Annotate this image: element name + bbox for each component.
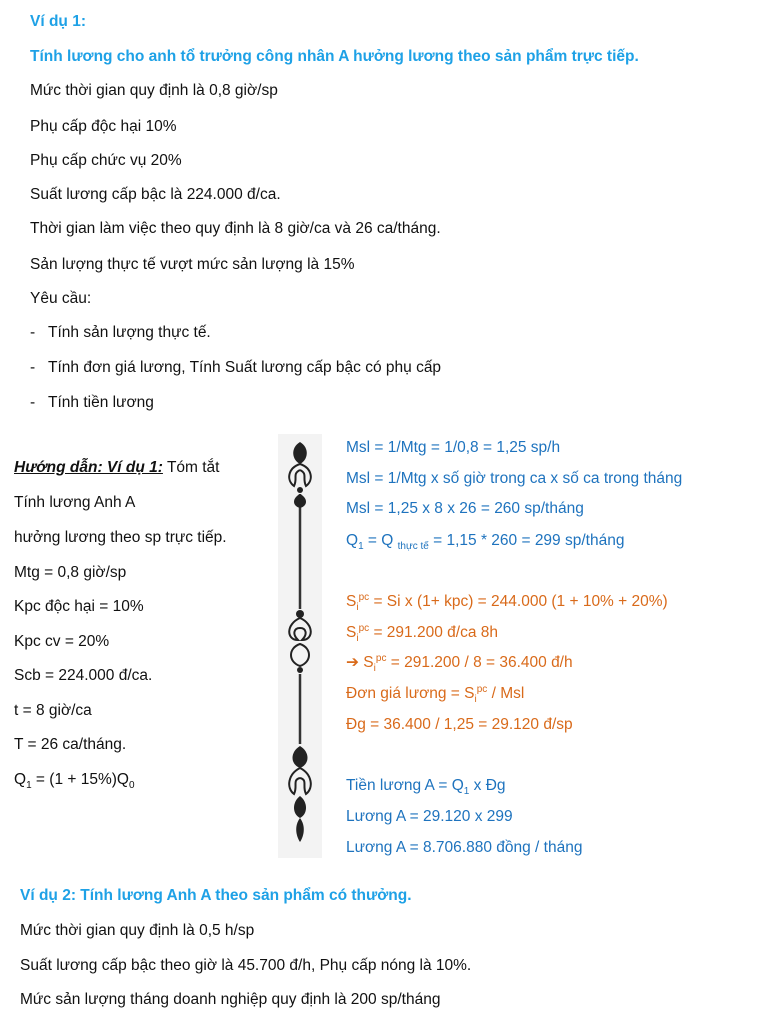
requirement-item: - Tính đơn giá lương, Tính Suất lương cấp bậc có phụ cấp bbox=[30, 359, 442, 376]
ornament-icon bbox=[278, 434, 322, 858]
guide-title-rest: Tóm tắt bbox=[162, 459, 220, 476]
guide-line: t = 8 giờ/ca bbox=[14, 702, 92, 719]
example2-line: Mức thời gian quy định là 0,5 h/sp bbox=[20, 922, 255, 939]
example1-title: Tính lương cho anh tổ trưởng công nhân A hưởng lương theo sản phẩm trực tiếp. bbox=[30, 48, 639, 65]
requirement-item: - Tính tiền lương bbox=[30, 394, 154, 411]
arrow-icon: ➔ bbox=[346, 654, 359, 671]
example2-title: Ví dụ 2: Tính lương Anh A theo sản phẩm có thưởng. bbox=[20, 887, 412, 904]
guide-line: hưởng lương theo sp trực tiếp. bbox=[14, 529, 227, 546]
example2-line: Suất lương cấp bậc theo giờ là 45.700 đ/h, Phụ cấp nóng là 10%. bbox=[20, 957, 472, 974]
guide-line: Kpc độc hại = 10% bbox=[14, 598, 144, 615]
guide-line: T = 26 ca/tháng. bbox=[14, 736, 127, 753]
calc-line-wage: Tiền lương $A = Q_1$ x Đg bbox=[346, 777, 506, 798]
calc-line-unit-price: Đg = 36.400 / 1,25 = 29.120 đ/sp bbox=[346, 716, 573, 733]
calc-line-q1: $Q_1 = Q$ $_{thực tế}$ = 1,15 * 260 = 299 sp/tháng bbox=[346, 532, 625, 553]
guide-line: Mtg = 0,8 giờ/sp bbox=[14, 564, 127, 581]
example1-line: Phụ cấp chức vụ 20% bbox=[30, 152, 182, 169]
calc-line-msl: Msl = 1,25 x 8 x 26 = 260 sp/tháng bbox=[346, 500, 584, 517]
calc-line-msl: Msl = 1/Mtg x số giờ trong ca x số ca trong tháng bbox=[346, 470, 683, 487]
calc-line-wage: Lương A = 29.120 x 299 bbox=[346, 808, 513, 825]
example1-requirements-label: Yêu cầu: bbox=[30, 290, 92, 307]
guide-line: Kpc cv = 20% bbox=[14, 633, 110, 650]
example1-line: Sản lượng thực tế vượt mức sản lượng là 15% bbox=[30, 256, 355, 273]
guide-line: Scb = 224.000 đ/ca. bbox=[14, 667, 153, 684]
ornamental-divider bbox=[278, 434, 322, 858]
example1-line: Phụ cấp độc hại 10% bbox=[30, 118, 177, 135]
example1-line: Suất lương cấp bậc là 224.000 đ/ca. bbox=[30, 186, 281, 203]
example1-line: Thời gian làm việc theo quy định là 8 giờ/ca và 26 ca/tháng. bbox=[30, 220, 441, 237]
calc-line-salary-rate: ➔ $S_i^{pc} = 291.200 / 8 = 36.400$ đ/h bbox=[346, 652, 573, 675]
example1-line: Mức thời gian quy định là 0,8 giờ/sp bbox=[30, 82, 278, 99]
calc-line-unit-price: Đơn giá lương = $S_i^{pc}$ / Msl bbox=[346, 683, 525, 706]
guide-title: Hướng dẫn: Ví dụ 1: bbox=[14, 459, 163, 476]
requirement-item: - Tính sản lượng thực tế. bbox=[30, 324, 211, 341]
example1-heading: Ví dụ 1: bbox=[30, 13, 86, 30]
guide-q1-formula: $Q_1 = (1 + 15\%)Q_0$ bbox=[14, 771, 135, 792]
guide-title-line bbox=[14, 458, 220, 478]
guide-line: Tính lương Anh A bbox=[14, 494, 136, 511]
requirement-text: Tính tiền lương bbox=[48, 394, 154, 411]
calc-line-wage: Lương A = 8.706.880 đồng / tháng bbox=[346, 839, 583, 856]
example2-line: Mức sản lượng tháng doanh nghiệp quy định là 200 sp/tháng bbox=[20, 991, 441, 1008]
requirement-text: Tính sản lượng thực tế. bbox=[48, 324, 211, 341]
calc-line-salary-rate: $S_i^{pc} = Si$ x (1+ kpc) = 244.000 (1 + 10% + 20%) bbox=[346, 591, 668, 614]
calc-line-msl: Msl = 1/Mtg = 1/0,8 = 1,25 sp/h bbox=[346, 439, 561, 456]
requirement-text: Tính đơn giá lương, Tính Suất lương cấp bậc có phụ cấp bbox=[48, 359, 442, 376]
calc-line-salary-rate: $S_i^{pc} = 291.200$ đ/ca 8h bbox=[346, 622, 498, 645]
